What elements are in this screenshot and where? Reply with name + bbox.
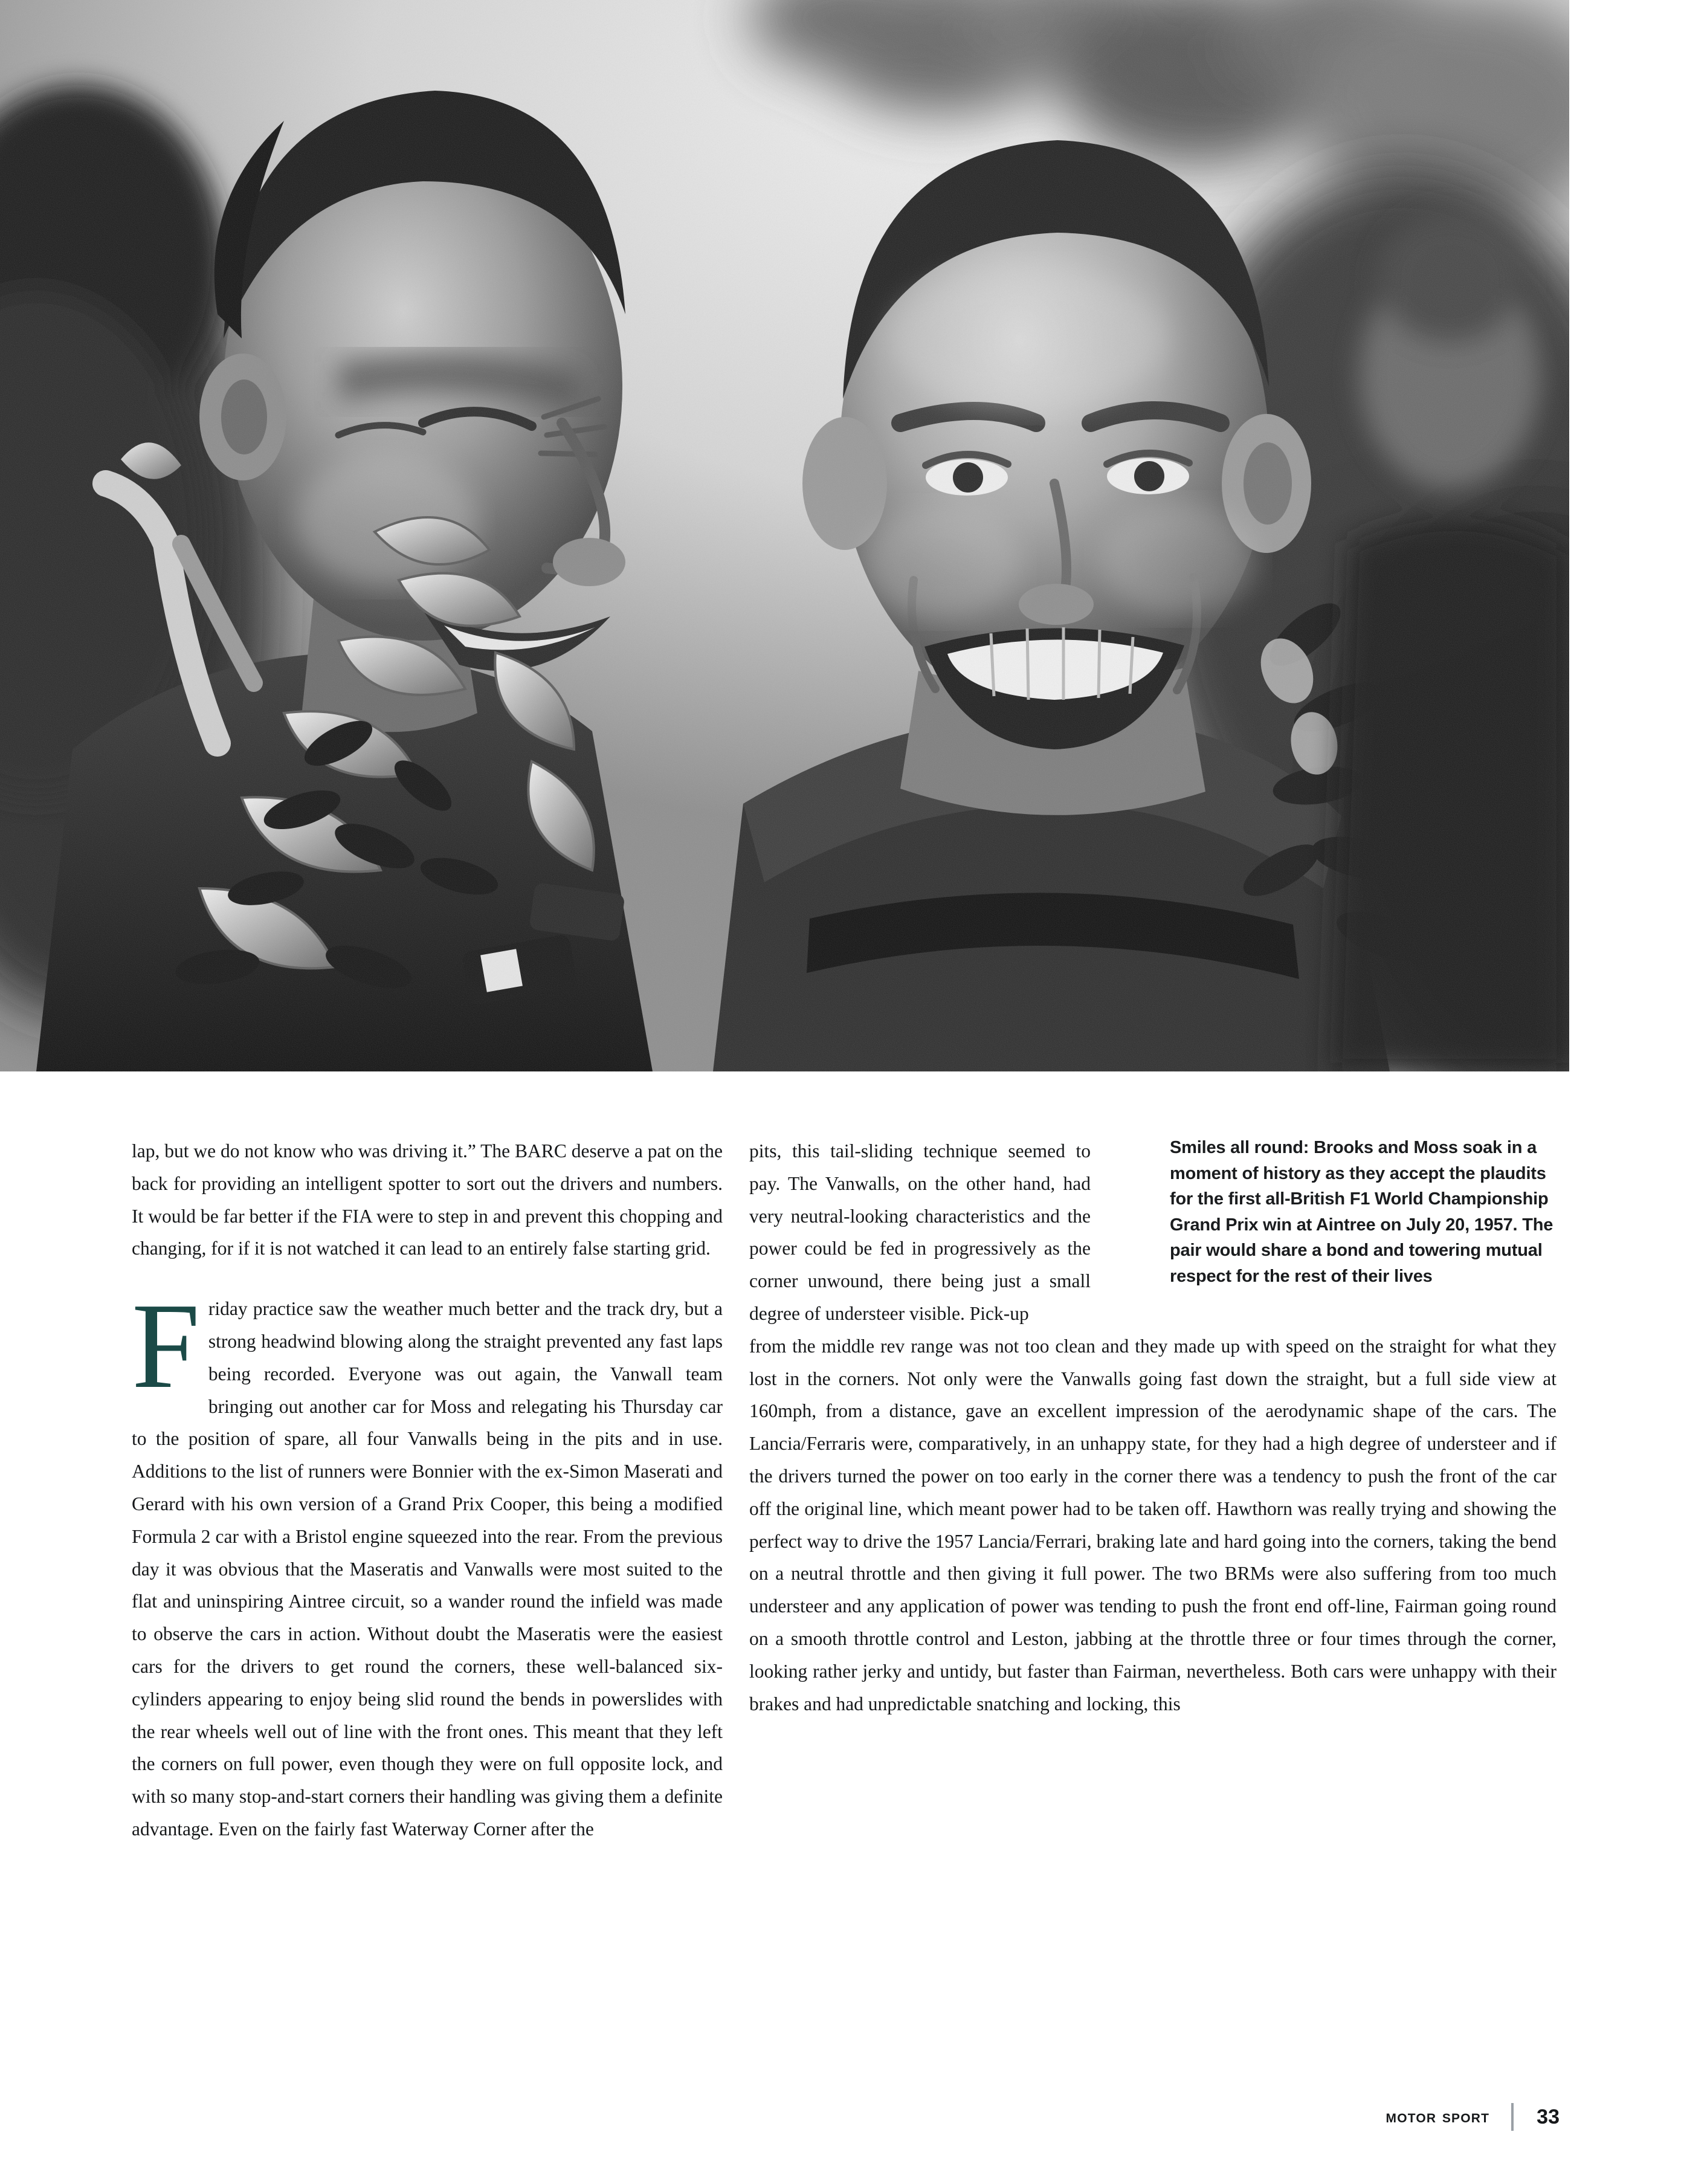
page-footer (1386, 2103, 1560, 2131)
paragraph-friday-practice (132, 1278, 723, 1846)
drop-cap-letter: F (132, 1278, 200, 1414)
paragraph-pits-narrow: pits, this tail-sliding technique seemed to pay. The Vanwalls, on the other hand, had very neutral-looking characteristics and the power could be fed in progressively as the corner unwound, there being just a small degree of understeer visible. Pick-up (749, 1140, 1091, 1324)
page-number: 33 (1537, 2105, 1560, 2128)
column-left (132, 1135, 723, 1846)
photo-caption: Smiles all round: Brooks and Moss soak in a moment of history as they accept the plaudits for the first all-British F1 World Championship Grand Prix win at Aintree on July 20, 1957. The pair would share a bond and towering mutual respect for the rest of their lives (1170, 1138, 1553, 1286)
magazine-brand: motor sport (1386, 2107, 1490, 2127)
paragraph-friday-practice-text: riday practice saw the weather much better and the track dry, but a strong headwind blowing along the straight prevented any fast laps being recorded. Everyone was out again, the Vanwall team bringing out another car for Moss and relegating his Thursday car to the position of spare, all four Vanwalls being in the pits and in use. Additions to the list of runners were Bonnier with the ex-Simon Maserati and Gerard with his own version of a Grand Prix Cooper, this being a modified Formula 2 car with a Bristol engine squeezed into the rear. From the previous day it was obvious that the Maseratis and Vanwalls were most suited to the flat and uninspiring Aintree circuit, so a wander round the infield was made to observe the cars in action. Without doubt the Maseratis were the easiest cars for the drivers to get round the corners, these well-balanced six-cylinders appearing to enjoy being slid round the bends in powerslides with the rear wheels well out of line with the front ones. This meant that they left the corners on full power, even though they were on full opposite lock, and with so many stop-and-start corners their handling was giving them a definite advantage. Even on the fairly fast Waterway Corner after the (132, 1298, 723, 1840)
photo-artwork (0, 0, 1569, 1071)
paragraph-pits-wide: from the middle rev range was not too clean and they made up with speed on the straight for what they lost in the corners. Not only were the Vanwalls going fast down the straight, but a full side view at 160mph, from a distance, gave an excellent impression of the aerodynamic shape of the cars. The Lancia/Ferraris were, comparatively, in an unhappy state, for they had a high degree of understeer and if the drivers turned the power on too early in the corner there was a tendency to push the front of the car off the original line, which meant power had to be taken off. Hawthorn was really trying and showing the perfect way to drive the 1957 Lancia/Ferrari, braking late and hard going into the corners, taking the bend on a neutral throttle and then giving it full power. The two BRMs were also suffering from too much understeer and any application of power was tending to push the front end off-line, Fairman going round on a smooth throttle control and Leston, jabbing at the throttle three or four times through the corner, looking rather jerky and untidy, but faster than Fairman, nevertheless. Both cars were unhappy with their brakes and had unpredictable snatching and locking, this (749, 1335, 1557, 1714)
hero-photograph (0, 0, 1569, 1071)
paragraph-lead-continued: lap, but we do not know who was driving it.” The BARC deserve a pat on the back for providing an intelligent spotter to sort out the drivers and numbers. It would be far better if the FIA were to step in and prevent this chopping and changing, for if it is not watched it can lead to an entirely false starting grid. (132, 1140, 723, 1259)
